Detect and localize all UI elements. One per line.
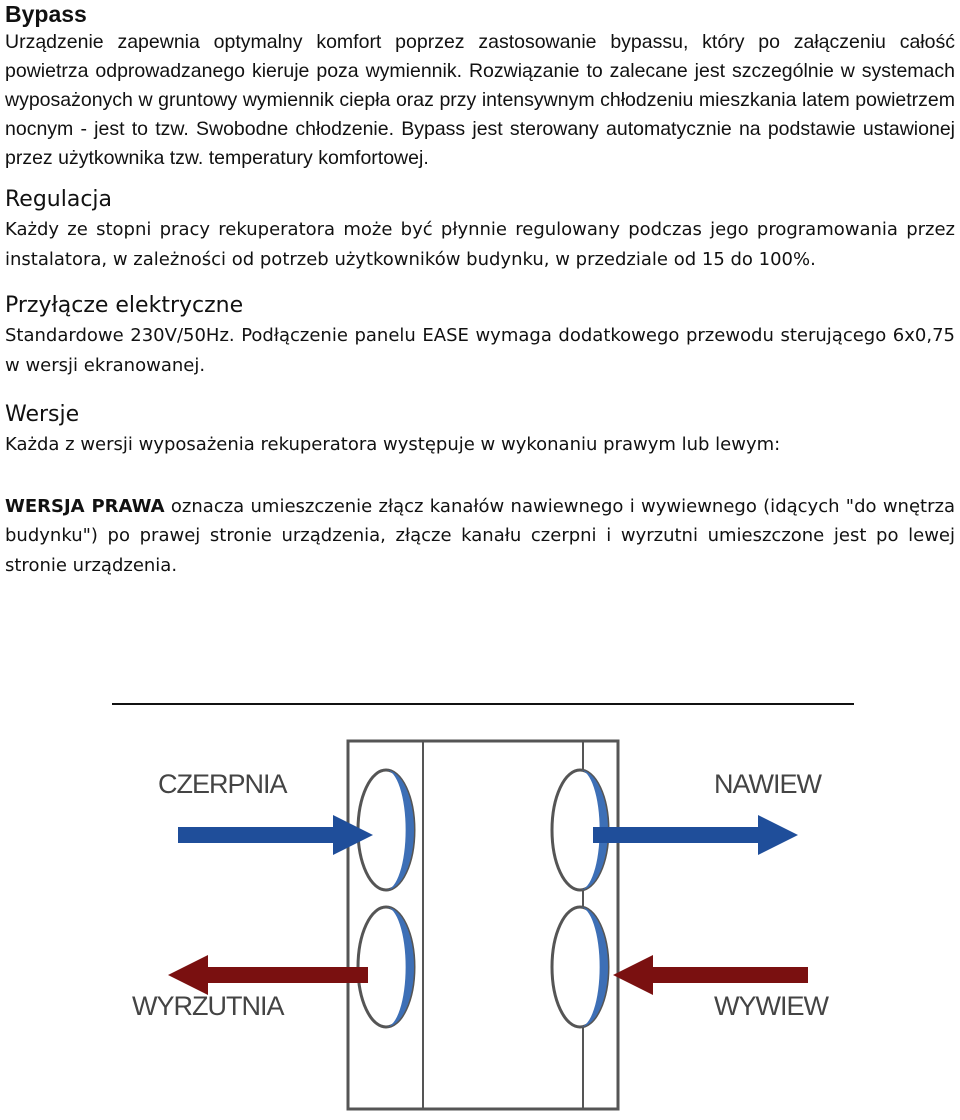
paragraph-wersja-prawa	[5, 492, 955, 581]
wersja-prawa-label: WERSJA PRAWA	[5, 495, 165, 517]
recuperator-diagram	[118, 735, 848, 1115]
duct-top-left	[358, 770, 414, 890]
section-wersje	[5, 400, 955, 580]
heading-przylacze: Przyłącze elektryczne	[5, 293, 244, 318]
arrow-extract-wywiew	[613, 955, 808, 995]
heading-bypass: Bypass	[5, 1, 87, 27]
heading-wersje: Wersje	[5, 402, 80, 427]
paragraph-przylacze: Standardowe 230V/50Hz. Podłączenie panelu EASE wymaga dodatkowego przewodu sterującego 6x0,75 w wersji ekranowanej.	[5, 325, 955, 376]
label-wyrzutnia: WYRZUTNIA	[132, 991, 284, 1021]
horizontal-rule	[112, 703, 854, 705]
section-regulacja	[5, 185, 955, 274]
arrow-exhaust-wyrzutnia	[168, 955, 368, 995]
arrow-intake-czerpnia	[178, 815, 373, 855]
section-przylacze	[5, 291, 955, 380]
section-bypass	[5, 0, 955, 173]
label-nawiew: NAWIEW	[714, 769, 821, 799]
label-czerpnia: CZERPNIA	[158, 769, 287, 799]
heading-regulacja: Regulacja	[5, 187, 113, 212]
paragraph-wersje: Każda z wersji wyposażenia rekuperatora występuje w wykonaniu prawym lub lewym:	[5, 434, 781, 455]
paragraph-regulacja: Każdy ze stopni pracy rekuperatora może być płynnie regulowany podczas jego programowania przez instalatora, w zależności od potrzeb użytkowników budynku, w przedziale od 15 do 100%.	[5, 219, 955, 270]
paragraph-bypass: Urządzenie zapewnia optymalny komfort poprzez zastosowanie bypassu, który po załączeniu całość powietrza odprowadzanego kieruje poza wymiennik. Rozwiązanie to zalecane jest szczególnie w systemach wyposażonych w gruntowy wymiennik ciepła oraz przy intensywnym chłodzeniu mieszkania latem powietrzem nocnym - jest to tzw. Swobodne chłodzenie. Bypass jest sterowany automatycznie na podstawie ustawionej przez użytkownika tzw. temperatury komfortowej.	[5, 31, 955, 169]
document-page	[5, 0, 955, 580]
label-wywiew: WYWIEW	[714, 991, 828, 1021]
duct-bottom-right	[552, 907, 608, 1027]
arrow-supply-nawiew	[593, 815, 798, 855]
wersja-prawa-text: oznacza umieszczenie złącz kanałów nawiewnego i wywiewnego (idących "do wnętrza budynku") po prawej stronie urządzenia, złącze kanału czerpni i wyrzutni umieszczone jest po lewej stronie urządzenia.	[5, 495, 955, 576]
